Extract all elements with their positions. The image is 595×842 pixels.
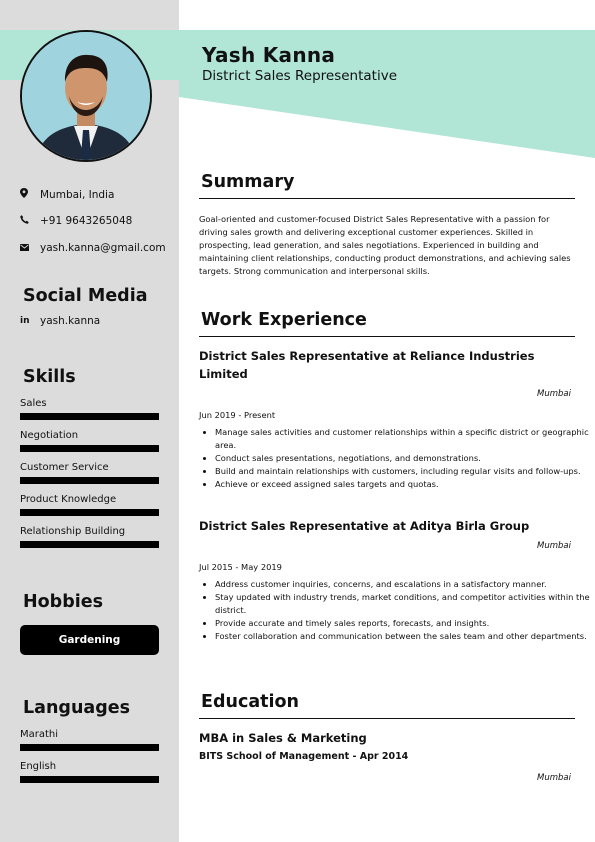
job-bullet: • Conduct sales presentations, negotiations, and demonstrations. [215,452,593,465]
profile-photo [20,30,152,162]
skills-heading: Skills [23,367,76,387]
section-divider [199,336,575,337]
language-label: English [20,761,57,772]
social-media-heading: Social Media [23,286,148,306]
skill-label: Product Knowledge [20,494,117,505]
degree-title: MBA in Sales & Marketing [199,731,367,745]
job-location: Mumbai [537,541,571,551]
contact-phone [20,215,132,227]
skill-label: Relationship Building [20,526,126,537]
job-bullets [199,426,593,491]
contact-email-text: yash.kanna@gmail.com [40,242,166,254]
languages-heading: Languages [23,698,131,718]
email-icon [20,243,40,254]
school-name: BITS School of Management - Apr 2014 [199,751,409,762]
skill-label: Negotiation [20,430,79,441]
contact-email [20,242,166,254]
contact-location-text: Mumbai, India [40,188,115,201]
hobby-badge: Gardening [20,625,159,655]
contact-location [20,188,114,201]
job-bullet: • Address customer inquiries, concerns, and escalations in a satisfactory manner. [215,578,593,591]
skill-label: Sales [20,398,47,409]
job-bullet: • Achieve or exceed assigned sales targets and quotas. [215,478,593,491]
section-divider [199,718,575,719]
job-bullet: • Stay updated with industry trends, market conditions, and competitor activities within the district. [215,591,593,617]
phone-icon [20,215,40,227]
language-bar [20,744,159,751]
skill-bar [20,477,159,484]
job-dates: Jul 2015 - May 2019 [199,562,282,572]
candidate-name: Yash Kanna [202,43,336,67]
job-bullet: • Provide accurate and timely sales reports, forecasts, and insights. [215,617,593,630]
location-pin-icon [20,188,40,201]
summary-text: Goal-oriented and customer-focused District Sales Representative with a passion for driving sales growth and delivering exceptional customer experiences. Skilled in prospecting, lead generation, and sales negotiations. Experienced in building and maintaining client relationships, conducting product demonstrations, and achieving sales targets. Strong communication and interpersonal skills. [199,214,571,276]
hobbies-heading: Hobbies [23,592,104,612]
education-location: Mumbai [537,773,571,783]
job-bullet: • Manage sales activities and customer relationships within a specific district or geographic area. [215,426,593,452]
skill-bar [20,541,159,548]
linkedin-handle: yash.kanna [40,315,101,327]
skill-bar [20,445,159,452]
linkedin-icon: in [20,316,30,326]
language-bar [20,776,159,783]
skill-bar [20,413,159,420]
job-location: Mumbai [537,389,571,399]
section-divider [199,198,575,199]
contact-phone-text: +91 9643265048 [40,215,133,227]
job-title: District Sales Representative at Reliance Industries Limited [199,349,535,381]
job-bullet: • Foster collaboration and communication between the sales team and other departments. [215,630,593,643]
job-bullet: • Build and maintain relationships with customers, including regular visits and follow-ups. [215,465,593,478]
education-heading: Education [201,692,299,712]
job-dates: Jun 2019 - Present [199,410,276,420]
candidate-title: District Sales Representative [202,68,398,84]
summary-heading: Summary [201,172,295,192]
skill-label: Customer Service [20,462,109,473]
language-label: Marathi [20,729,59,740]
work-experience-heading: Work Experience [201,310,367,330]
job-title: District Sales Representative at Aditya Birla Group [199,519,530,533]
skill-bar [20,509,159,516]
job-bullets [199,578,593,643]
social-linkedin [20,315,100,327]
